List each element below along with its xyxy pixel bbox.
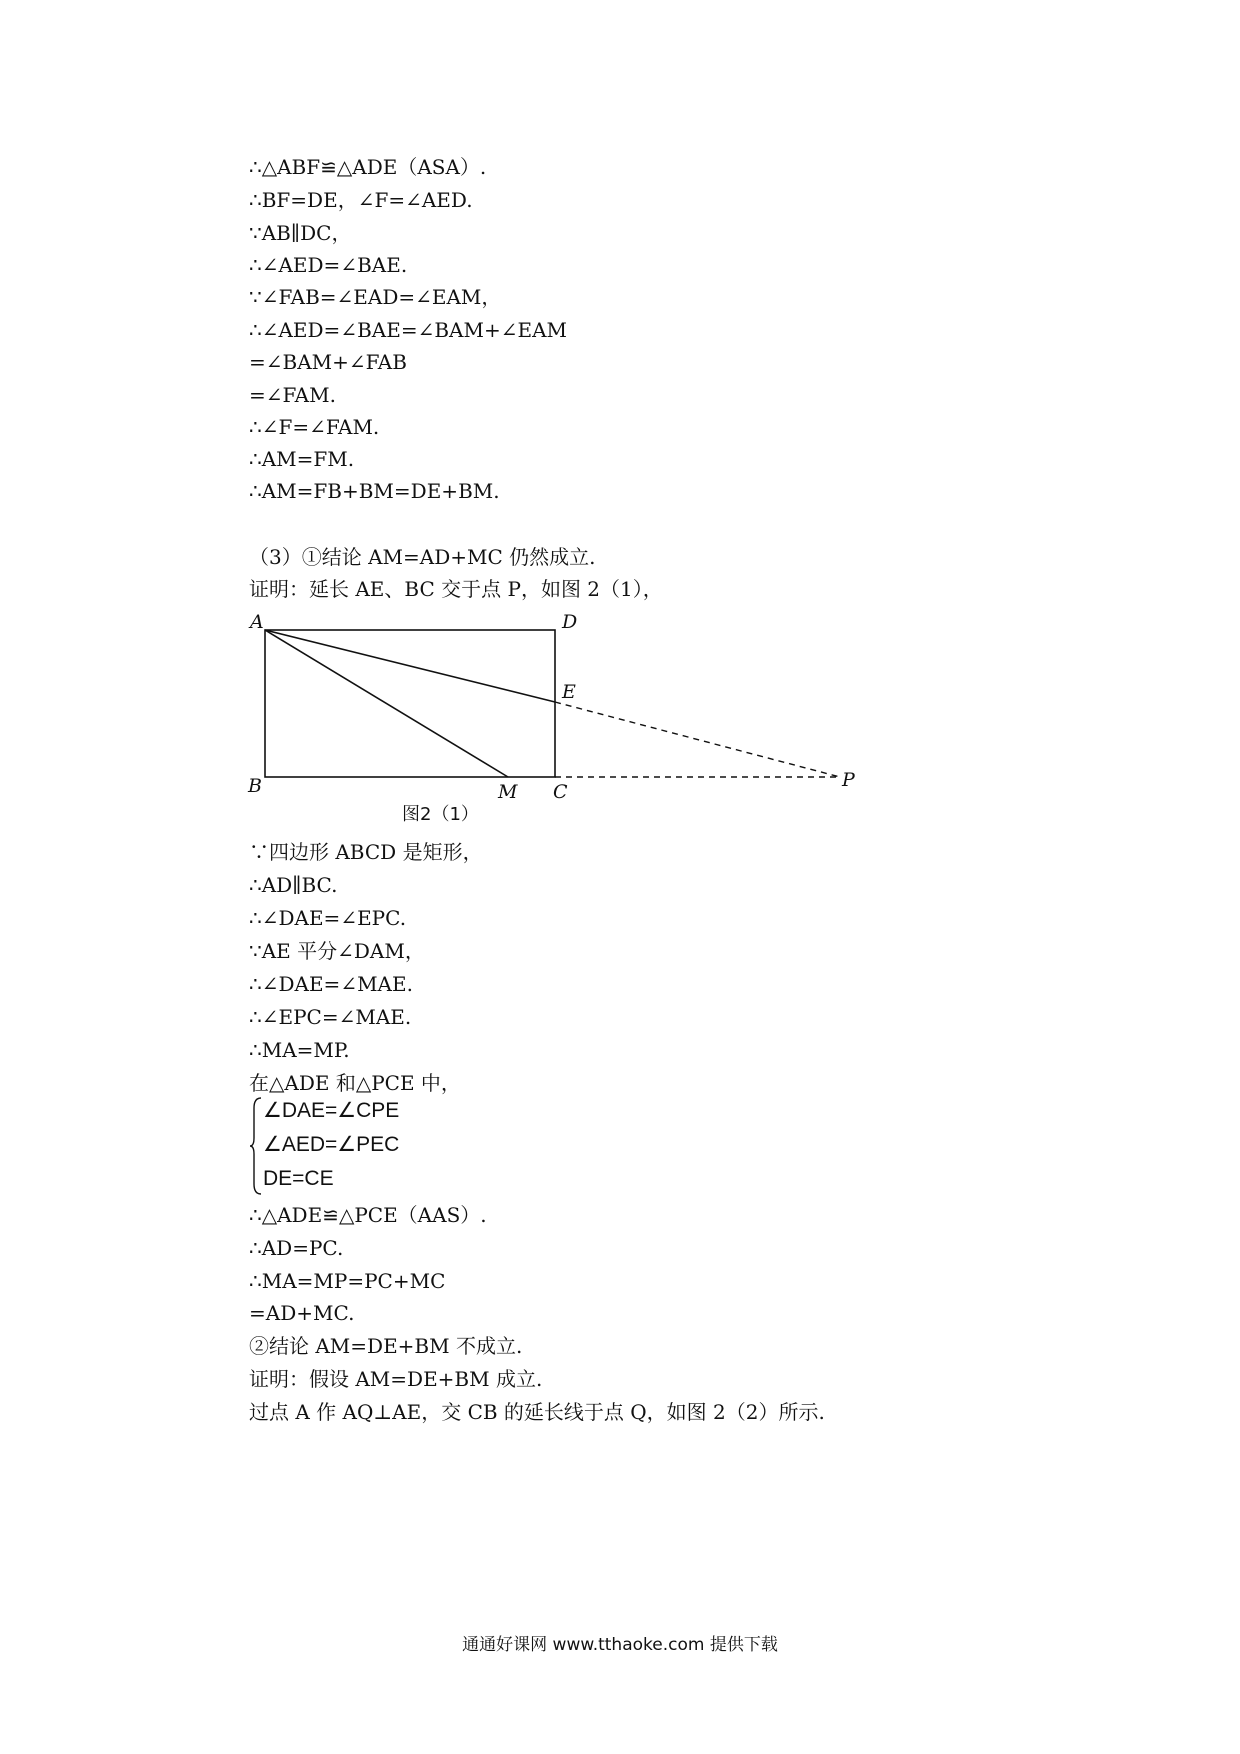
proof-line: ∵四边形 ABCD 是矩形， (249, 840, 483, 864)
part3-2-heading: ②结论 AM=DE+BM 不成立. (249, 1334, 523, 1358)
label-e: E (562, 681, 576, 703)
proof-line: ∵∠FAB=∠EAD=∠EAM， (249, 285, 502, 309)
system-line: ∠AED=∠PEC (263, 1133, 400, 1156)
proof-line: ∴∠DAE=∠EPC. (249, 906, 407, 930)
proof-line: 在△ADE 和△PCE 中， (249, 1071, 461, 1095)
page-footer: 通通好课网 www.tthaoke.com 提供下载 (462, 1635, 778, 1655)
equation-system (249, 1094, 449, 1198)
proof-line: ∴AM=FM. (249, 447, 355, 471)
proof-line: ∴∠DAE=∠MAE. (249, 972, 413, 996)
rectangle-abcd (265, 630, 555, 777)
proof-line: ∴MA=MP. (249, 1038, 350, 1062)
proof-line: =AD+MC. (249, 1301, 355, 1325)
proof-line: ∴∠EPC=∠MAE. (249, 1005, 412, 1029)
proof-line: ∴MA=MP=PC+MC (249, 1269, 446, 1293)
segment-ae (265, 630, 555, 702)
label-m: M (498, 781, 518, 803)
proof-line: ∴AD=PC. (249, 1236, 344, 1260)
geometry-figure (240, 610, 880, 835)
segment-am (265, 630, 508, 777)
proof-line: ∴∠AED=∠BAE=∠BAM+∠EAM (249, 318, 567, 342)
proof-line: ∴AM=FB+BM=DE+BM. (249, 479, 500, 503)
proof-line: 证明：假设 AM=DE+BM 成立. (249, 1367, 543, 1391)
part3-heading: （3）①结论 AM=AD+MC 仍然成立. (249, 545, 596, 569)
proof-line: ∴∠F=∠FAM. (249, 415, 380, 439)
label-b: B (248, 775, 262, 797)
proof-line: 过点 A 作 AQ⊥AE，交 CB 的延长线于点 Q，如图 2（2）所示. (249, 1400, 825, 1424)
proof-line: =∠BAM+∠FAB (249, 350, 407, 374)
proof-line: ∴AD∥BC. (249, 873, 338, 897)
proof-line: ∴∠AED=∠BAE. (249, 253, 408, 277)
proof-line: 证明：延长 AE、BC 交于点 P，如图 2（1）， (249, 577, 663, 601)
label-d: D (562, 611, 578, 633)
proof-line: ∵AE 平分∠DAM， (249, 939, 425, 963)
label-a: A (250, 611, 264, 633)
system-line: ∠DAE=∠CPE (263, 1099, 400, 1122)
label-c: C (553, 781, 568, 803)
system-line: DE=CE (263, 1167, 334, 1190)
proof-line: ∴△ADE≌△PCE（AAS）. (249, 1203, 487, 1227)
proof-line: ∴△ABF≌△ADE（ASA）. (249, 155, 487, 179)
dashed-segment-ep (555, 702, 840, 777)
proof-line: =∠FAM. (249, 383, 336, 407)
figure-caption: 图2（1） (402, 804, 479, 825)
proof-line: ∵AB∥DC， (249, 221, 352, 245)
left-brace-icon (249, 1096, 263, 1196)
proof-line: ∴BF=DE，∠F=∠AED. (249, 188, 473, 212)
label-p: P (842, 769, 855, 791)
